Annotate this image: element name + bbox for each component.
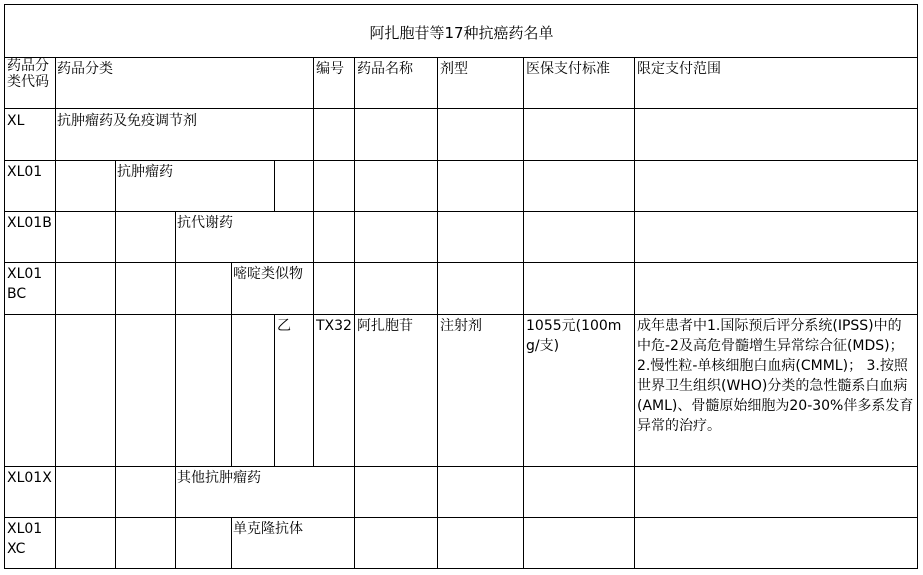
row-code: XL01X — [7, 470, 52, 486]
header-code: 药品分类代码 — [7, 58, 49, 90]
row-category: 其他抗肿瘤药 — [177, 470, 261, 486]
row-code: XL01 — [7, 164, 43, 180]
col-divider — [437, 57, 438, 569]
drug-scope: 成年患者中1.国际预后评分系统(IPSS)中的中危-2及高危骨髓增生异常综合征(MDS)；2.慢性粒-单核细胞白血病(CMML)； 3.按照世界卫生组织(WHO)分类的急性髓系白血病(AML)、骨髓原始细胞为20-30%伴多系发育异常的治疗。 — [637, 318, 914, 434]
col-divider — [274, 160, 275, 211]
row-code: XL01B — [7, 215, 52, 231]
header-scope: 限定支付范围 — [637, 61, 721, 77]
header-standard: 医保支付标准 — [526, 61, 610, 77]
table-border-right — [917, 4, 918, 569]
row-category: 单克隆抗体 — [233, 521, 303, 537]
col-divider — [523, 57, 524, 569]
col-divider — [313, 57, 314, 466]
col-divider — [115, 160, 116, 569]
col-divider — [175, 211, 176, 569]
row-code: XL — [7, 113, 25, 129]
row-divider — [4, 108, 918, 109]
col-divider — [354, 57, 355, 569]
row-divider — [4, 211, 918, 212]
col-divider — [231, 262, 232, 466]
drug-name: 阿扎胞苷 — [357, 318, 413, 334]
drug-number: TX32 — [316, 318, 352, 334]
header-number: 编号 — [316, 61, 344, 77]
header-category: 药品分类 — [57, 61, 113, 77]
col-divider — [55, 57, 56, 569]
row-divider — [4, 160, 918, 161]
drug-grade: 乙 — [277, 318, 291, 334]
table-title: 阿扎胞苷等17种抗癌药名单 — [369, 24, 554, 42]
table-border-bottom — [4, 568, 918, 569]
header-name: 药品名称 — [357, 61, 413, 77]
row-code: XL01BC — [7, 266, 43, 302]
row-divider — [4, 262, 918, 263]
header-form: 剂型 — [440, 61, 468, 77]
row-code: XL01XC — [7, 521, 43, 557]
drug-form: 注射剂 — [440, 318, 482, 334]
table-border-left — [4, 4, 5, 569]
col-divider — [634, 57, 635, 569]
row-divider — [4, 314, 918, 315]
row-divider — [4, 517, 918, 518]
row-category: 抗肿瘤药 — [117, 164, 173, 180]
row-category: 抗代谢药 — [177, 215, 233, 231]
row-divider — [4, 466, 918, 467]
drug-standard: 1055元(100mg/支) — [526, 318, 622, 354]
col-divider — [274, 314, 275, 466]
table-border-top — [4, 4, 918, 5]
row-divider — [4, 57, 918, 58]
row-category: 抗肿瘤药及免疫调节剂 — [57, 113, 197, 129]
row-category: 嘧啶类似物 — [233, 266, 303, 282]
col-divider — [231, 517, 232, 569]
